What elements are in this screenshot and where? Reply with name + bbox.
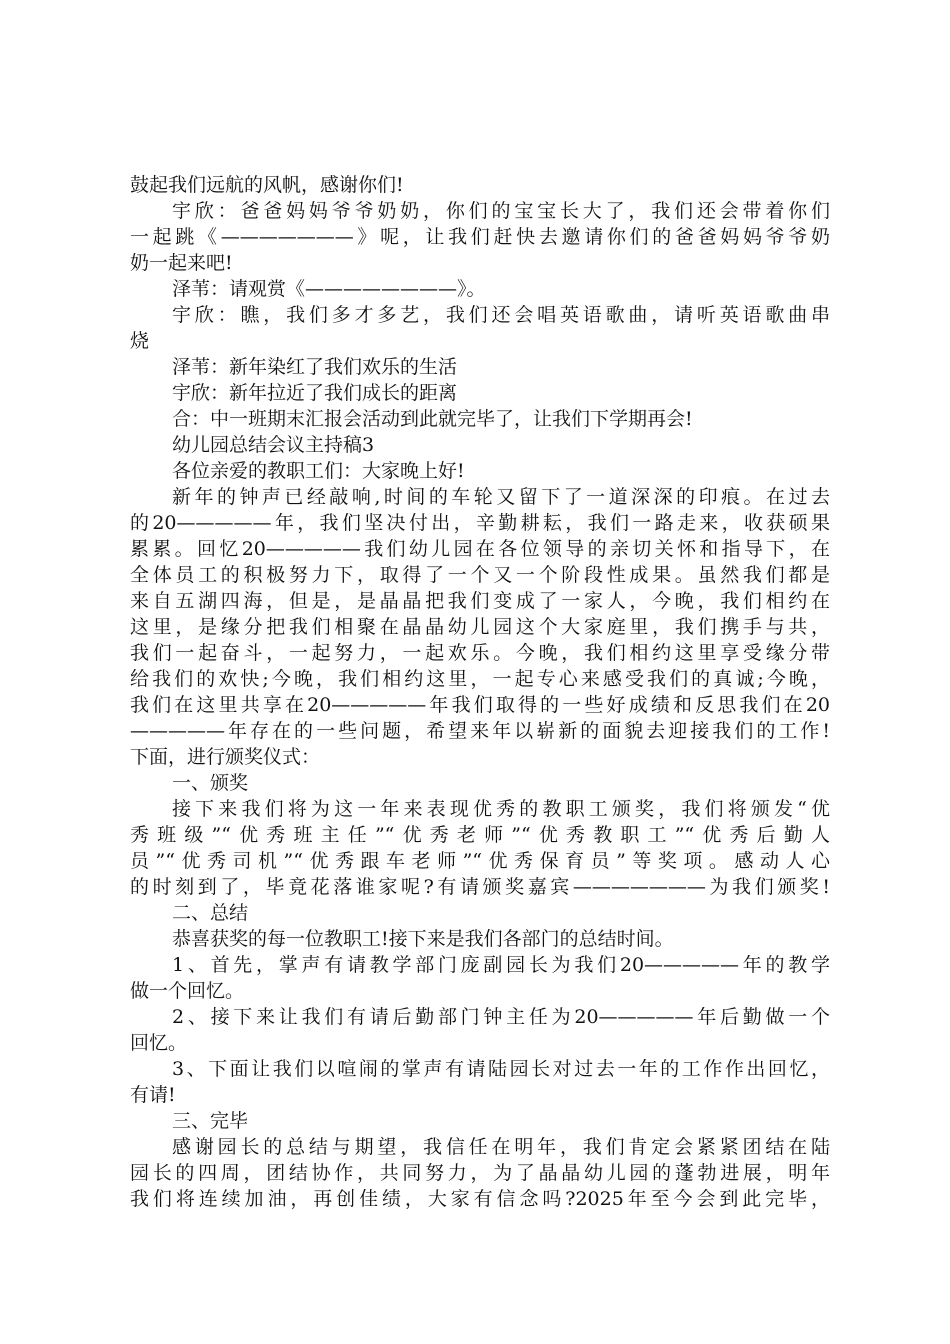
text-line: 有请! — [130, 1084, 176, 1106]
text-line: 新年的钟声已经敲响,时间的车轮又留下了一道深深的印痕。在过去 — [172, 486, 830, 508]
text-line: 烧 — [130, 330, 150, 352]
document-body — [130, 172, 830, 1212]
text-line: 来自五湖四海，但是，是晶晶把我们变成了一家人，今晚，我们相约在 — [130, 590, 830, 612]
text-line: 员”“优秀司机”“优秀跟车老师”“优秀保育员”等奖项。感动人心 — [130, 850, 830, 872]
text-line: 宇欣：瞧，我们多才多艺，我们还会唱英语歌曲，请听英语歌曲串 — [172, 304, 830, 326]
text-line: 2、接下来让我们有请后勤部门钟主任为20—————年后勤做一个 — [172, 1006, 830, 1028]
text-line: 一、颁奖 — [172, 772, 249, 794]
text-line: 的时刻到了，毕竟花落谁家呢?有请颁奖嘉宾———————为我们颁奖! — [130, 876, 830, 898]
text-line: 全体员工的积极努力下，取得了一个又一个阶段性成果。虽然我们都是 — [130, 564, 830, 586]
text-line: 我们在这里共享在20—————年我们取得的一些好成绩和反思我们在20 — [130, 694, 830, 716]
text-line: 宇欣：爸爸妈妈爷爷奶奶，你们的宝宝长大了，我们还会带着你们 — [172, 200, 830, 222]
text-line: 1、首先，掌声有请教学部门庞副园长为我们20—————年的教学 — [172, 954, 830, 976]
text-line: 幼儿园总结会议主持稿3 — [172, 434, 375, 456]
text-line: 给我们的欢快;今晚，我们相约这里，一起专心来感受我们的真诚;今晚， — [130, 668, 830, 690]
text-line: 合：中一班期末汇报会活动到此就完毕了，让我们下学期再会! — [172, 408, 693, 430]
text-line: 我们一起奋斗，一起努力，一起欢乐。今晚，我们相约这里享受缘分带 — [130, 642, 830, 664]
text-line: 鼓起我们远航的风帆，感谢你们! — [130, 174, 404, 196]
text-line: 一起跳《———————》呢，让我们赶快去邀请你们的爸爸妈妈爷爷奶 — [130, 226, 830, 248]
text-line: 奶一起来吧! — [130, 252, 233, 274]
text-line: 二、总结 — [172, 902, 249, 924]
text-line: 园长的四周，团结协作，共同努力，为了晶晶幼儿园的蓬勃进展，明年 — [130, 1162, 830, 1184]
text-line: 累累。回忆20—————我们幼儿园在各位领导的亲切关怀和指导下，在 — [130, 538, 830, 560]
text-line: 三、完毕 — [172, 1110, 249, 1132]
text-line: —————年存在的一些问题，希望来年以崭新的面貌去迎接我们的工作! — [130, 720, 830, 742]
text-line: 我们将连续加油，再创佳绩，大家有信念吗?2025年至今会到此完毕， — [130, 1188, 830, 1210]
text-line: 回忆。 — [130, 1032, 188, 1054]
text-line: 3、下面让我们以喧闹的掌声有请陆园长对过去一年的工作作出回忆， — [172, 1058, 830, 1080]
text-line: 这里，是缘分把我们相聚在晶晶幼儿园这个大家庭里，我们携手与共， — [130, 616, 830, 638]
text-line: 泽苇：请观赏《————————》。 — [172, 278, 486, 300]
text-line: 各位亲爱的教职工们：大家晚上好! — [172, 460, 465, 482]
text-line: 泽苇：新年染红了我们欢乐的生活 — [172, 356, 458, 378]
text-line: 的20—————年，我们坚决付出，辛勤耕耘，我们一路走来，收获硕果 — [130, 512, 830, 534]
text-line: 宇欣：新年拉近了我们成长的距离 — [172, 382, 458, 404]
text-line: 恭喜获奖的每一位教职工!接下来是我们各部门的总结时间。 — [172, 928, 674, 950]
text-line: 感谢园长的总结与期望，我信任在明年，我们肯定会紧紧团结在陆 — [172, 1136, 830, 1158]
text-line: 下面，进行颁奖仪式： — [130, 746, 321, 768]
text-line: 秀班级”“优秀班主任”“优秀老师”“优秀教职工”“优秀后勤人 — [130, 824, 830, 846]
text-line: 做一个回忆。 — [130, 980, 245, 1002]
text-line: 接下来我们将为这一年来表现优秀的教职工颁奖，我们将颁发“优 — [172, 798, 830, 820]
